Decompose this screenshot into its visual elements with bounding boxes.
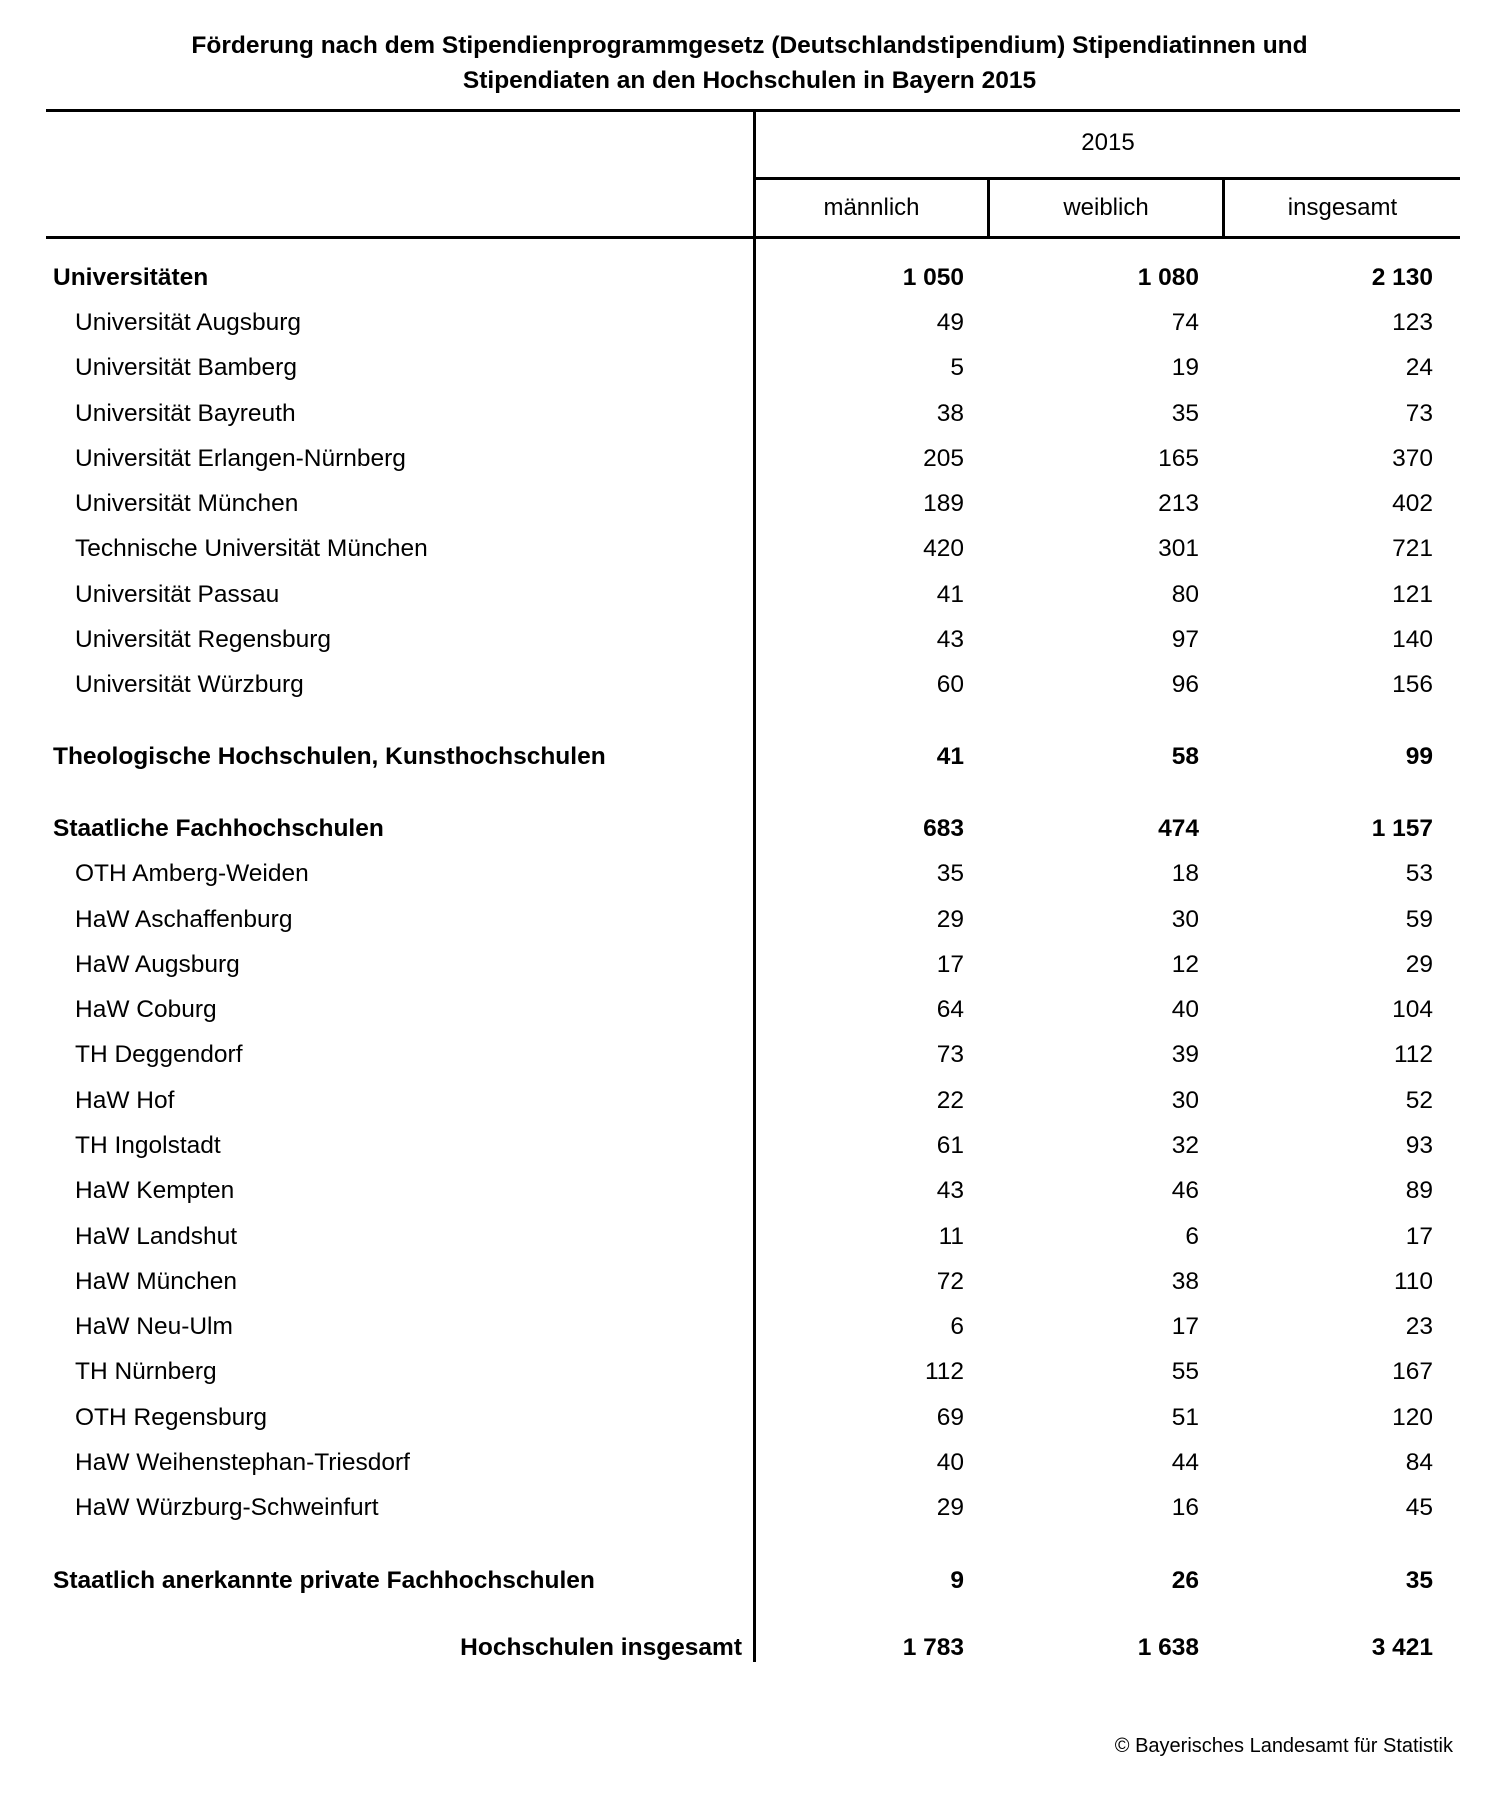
table-row [46, 1440, 1460, 1485]
value-male: 11 [938, 1222, 964, 1250]
total-all: 3 421 [1371, 1634, 1433, 1662]
row-label: HaW Augsburg [75, 950, 240, 978]
row-label: Universität München [75, 490, 299, 518]
value-total: 84 [1405, 1449, 1433, 1477]
value-male: 35 [936, 860, 964, 888]
table-row [46, 1169, 1460, 1214]
title-line-1: Förderung nach dem Stipendienprogrammgesetz (Deutschlandstipendium) Stipendiatinnen und [191, 32, 1308, 59]
value-male: 22 [936, 1086, 964, 1114]
value-male: 420 [923, 535, 964, 563]
value-total: 93 [1405, 1131, 1433, 1159]
value-female: 17 [1171, 1313, 1199, 1341]
row-label: HaW Weihenstephan-Triesdorf [75, 1449, 410, 1477]
table-row [46, 1486, 1460, 1531]
table-row [46, 1123, 1460, 1168]
table-row [46, 663, 1460, 708]
value-male: 5 [950, 354, 964, 382]
value-female: 1 080 [1137, 263, 1199, 291]
row-label: Universität Bamberg [75, 354, 297, 382]
row-label: HaW Hof [75, 1086, 175, 1114]
header-year: 2015 [1081, 129, 1135, 156]
row-label: HaW Aschaffenburg [75, 905, 293, 933]
header-col-male: männlich [823, 194, 920, 221]
value-female: 16 [1171, 1494, 1199, 1522]
value-female: 35 [1171, 399, 1199, 427]
value-female: 26 [1171, 1567, 1199, 1595]
value-total: 45 [1405, 1494, 1433, 1522]
value-female: 97 [1171, 626, 1199, 654]
value-total: 156 [1392, 671, 1433, 699]
value-male: 29 [936, 905, 964, 933]
row-label: HaW München [75, 1267, 238, 1295]
value-male: 49 [936, 308, 964, 336]
table-row [46, 1078, 1460, 1123]
table-row [46, 481, 1460, 526]
value-male: 73 [936, 1041, 964, 1069]
total-label: Hochschulen insgesamt [460, 1634, 742, 1662]
value-female: 32 [1171, 1131, 1199, 1159]
value-female: 96 [1171, 671, 1199, 699]
row-label: Theologische Hochschulen, Kunsthochschulen [53, 742, 606, 770]
group-row-staatliche-fachhochschulen [46, 806, 1460, 851]
value-male: 189 [923, 490, 964, 518]
value-female: 301 [1158, 535, 1199, 563]
row-label: Universität Passau [75, 580, 280, 608]
value-male: 112 [924, 1358, 964, 1386]
table-row [46, 987, 1460, 1032]
value-male: 43 [936, 626, 964, 654]
total-male: 1 783 [902, 1634, 964, 1662]
row-label: HaW Kempten [75, 1177, 235, 1205]
value-total: 24 [1405, 354, 1433, 382]
value-male: 41 [936, 742, 964, 770]
row-label: HaW Coburg [75, 996, 217, 1024]
table-row [46, 942, 1460, 987]
table-row [46, 1214, 1460, 1259]
row-label: OTH Amberg-Weiden [75, 860, 309, 888]
row-label: TH Deggendorf [75, 1041, 243, 1069]
header-col-female: weiblich [1063, 194, 1149, 221]
row-label: TH Ingolstadt [75, 1131, 221, 1159]
value-male: 1 050 [902, 263, 964, 291]
value-total: 52 [1405, 1086, 1433, 1114]
table-row [46, 1033, 1460, 1078]
value-male: 205 [923, 444, 964, 472]
value-total: 402 [1392, 490, 1433, 518]
row-label: Universität Würzburg [75, 671, 304, 699]
value-male: 61 [936, 1131, 964, 1159]
row-label: Staatlich anerkannte private Fachhochschulen [53, 1567, 595, 1595]
value-male: 43 [936, 1177, 964, 1205]
value-total: 123 [1392, 308, 1433, 336]
value-female: 18 [1171, 860, 1199, 888]
value-female: 40 [1171, 996, 1199, 1024]
value-total: 121 [1392, 580, 1433, 608]
value-female: 58 [1171, 742, 1199, 770]
row-label: HaW Neu-Ulm [75, 1313, 233, 1341]
value-female: 38 [1171, 1267, 1199, 1295]
value-total: 370 [1392, 444, 1433, 472]
total-row [46, 1626, 1460, 1671]
value-female: 44 [1171, 1449, 1199, 1477]
row-label: Technische Universität München [75, 535, 428, 563]
table-row [46, 617, 1460, 662]
value-female: 51 [1171, 1403, 1199, 1431]
value-female: 74 [1171, 308, 1199, 336]
value-female: 213 [1158, 490, 1199, 518]
group-row-private-fachhochschulen [46, 1559, 1460, 1604]
value-female: 46 [1171, 1177, 1199, 1205]
table-row [46, 527, 1460, 572]
value-total: 59 [1405, 905, 1433, 933]
row-label: Universität Regensburg [75, 626, 332, 654]
value-male: 6 [950, 1313, 964, 1341]
row-label: Universität Erlangen-Nürnberg [75, 444, 406, 472]
row-label: OTH Regensburg [75, 1403, 268, 1431]
value-male: 40 [936, 1449, 964, 1477]
copyright-notice: © Bayerisches Landesamt für Statistik [1114, 1735, 1453, 1757]
value-female: 12 [1171, 950, 1199, 978]
row-label: TH Nürnberg [75, 1358, 217, 1386]
value-total: 167 [1392, 1358, 1433, 1386]
value-female: 165 [1158, 444, 1199, 472]
table-row [46, 300, 1460, 345]
header-col-total: insgesamt [1287, 194, 1398, 221]
value-male: 60 [936, 671, 964, 699]
table-row [46, 1350, 1460, 1395]
value-female: 30 [1171, 1086, 1199, 1114]
value-male: 41 [936, 580, 964, 608]
table-row [46, 346, 1460, 391]
value-total: 120 [1392, 1403, 1433, 1431]
value-female: 19 [1171, 354, 1199, 382]
value-total: 73 [1405, 399, 1433, 427]
table-row [46, 436, 1460, 481]
total-female: 1 638 [1137, 1634, 1199, 1662]
row-label: Universitäten [53, 263, 209, 291]
value-total: 17 [1405, 1222, 1433, 1250]
value-male: 29 [936, 1494, 964, 1522]
value-female: 6 [1185, 1222, 1199, 1250]
value-male: 683 [923, 814, 964, 842]
value-total: 140 [1392, 626, 1433, 654]
value-female: 39 [1171, 1041, 1199, 1069]
table-row [46, 391, 1460, 436]
value-total: 89 [1405, 1177, 1433, 1205]
title-line-2: Stipendiaten an den Hochschulen in Bayern 2015 [462, 67, 1037, 94]
value-total: 23 [1405, 1313, 1433, 1341]
value-total: 1 157 [1371, 814, 1433, 842]
value-total: 99 [1405, 742, 1433, 770]
row-label: Staatliche Fachhochschulen [53, 814, 384, 842]
value-male: 17 [936, 950, 964, 978]
row-label: Universität Bayreuth [75, 399, 296, 427]
row-label: HaW Landshut [75, 1222, 238, 1250]
row-label: Universität Augsburg [75, 308, 302, 336]
value-total: 29 [1405, 950, 1433, 978]
value-total: 104 [1392, 996, 1433, 1024]
value-total: 53 [1405, 860, 1433, 888]
value-male: 9 [950, 1567, 964, 1595]
table-row [46, 852, 1460, 897]
group-row-theologische-hochschulen [46, 734, 1460, 779]
value-male: 38 [936, 399, 964, 427]
table-row [46, 897, 1460, 942]
value-female: 55 [1171, 1358, 1199, 1386]
table-row [46, 1395, 1460, 1440]
value-female: 80 [1171, 580, 1199, 608]
table-title [0, 28, 1499, 98]
value-male: 64 [936, 996, 964, 1024]
value-total: 110 [1393, 1267, 1433, 1295]
value-total: 35 [1405, 1567, 1433, 1595]
value-female: 474 [1158, 814, 1199, 842]
value-male: 69 [936, 1403, 964, 1431]
header-year-rule [754, 177, 1460, 180]
value-total: 721 [1392, 535, 1433, 563]
table-row [46, 1259, 1460, 1304]
value-total: 2 130 [1371, 263, 1433, 291]
group-row-universitaeten [46, 255, 1460, 300]
row-label: HaW Würzburg-Schweinfurt [75, 1494, 379, 1522]
table-body [46, 240, 1460, 1671]
value-total: 112 [1393, 1041, 1433, 1069]
table-row [46, 1305, 1460, 1350]
value-female: 30 [1171, 905, 1199, 933]
table-row [46, 572, 1460, 617]
value-male: 72 [936, 1267, 964, 1295]
